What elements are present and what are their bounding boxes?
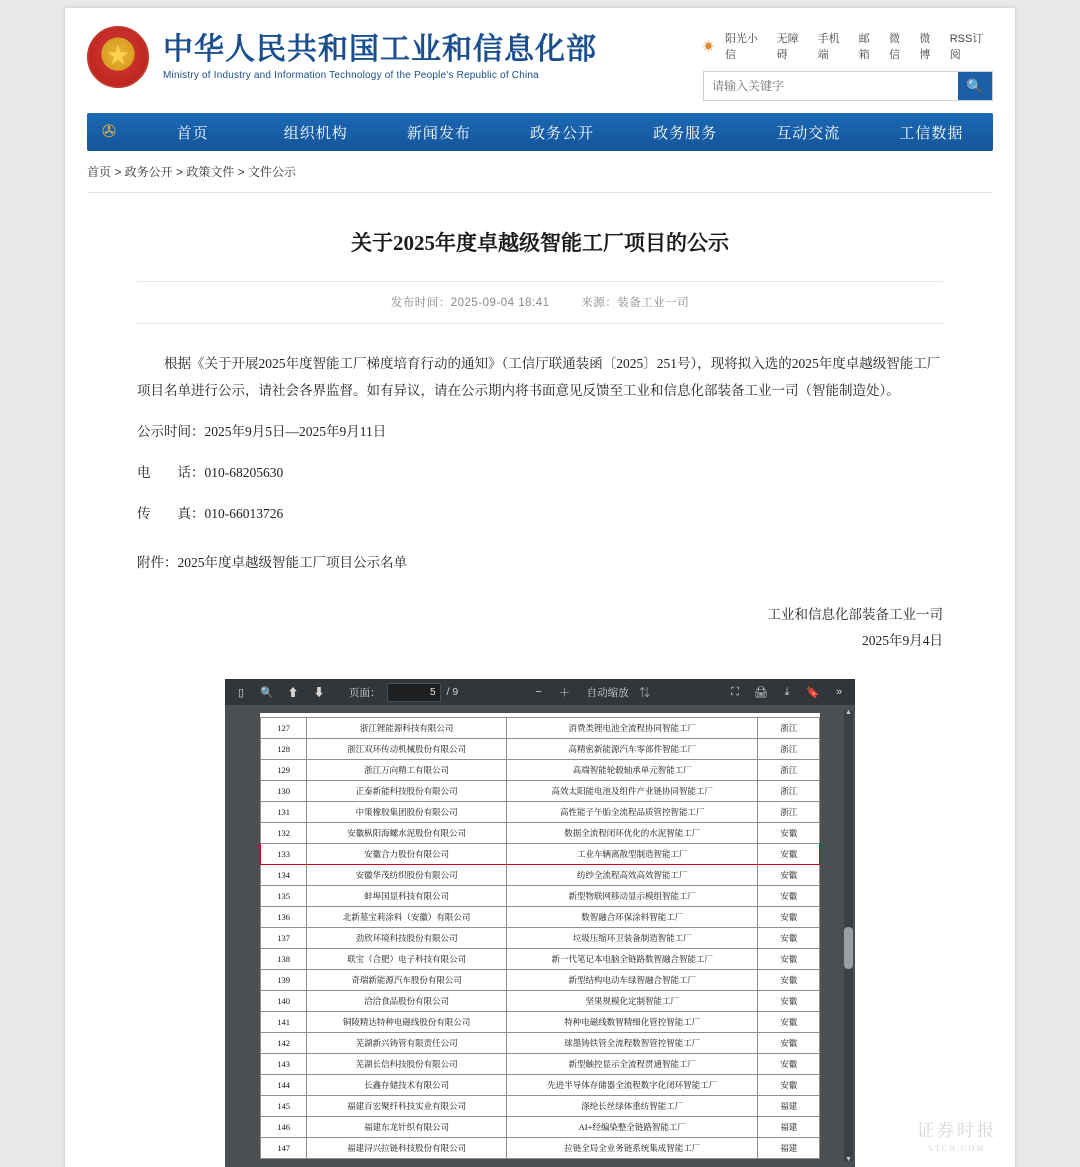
row-factory: 球墨铸铁管全流程数智管控智能工厂 bbox=[507, 1033, 758, 1054]
scroll-up-icon[interactable]: ▲ bbox=[845, 709, 852, 717]
row-province: 安徽 bbox=[758, 1075, 820, 1096]
row-number: 137 bbox=[261, 928, 307, 949]
row-factory: 特种电磁线数智精细化管控智能工厂 bbox=[507, 1012, 758, 1033]
row-number: 127 bbox=[261, 718, 307, 739]
attachment-line[interactable]: 附件：2025年度卓越级智能工厂项目公示名单 bbox=[137, 555, 407, 570]
row-factory: 高端智能轮毂轴承单元智能工厂 bbox=[507, 760, 758, 781]
table-row bbox=[261, 907, 820, 928]
zoom-level-select[interactable]: 自动缩放 bbox=[586, 686, 629, 699]
search-icon[interactable]: 🔍 bbox=[260, 686, 274, 699]
row-factory: 工业车辆离散型制造智能工厂 bbox=[507, 844, 758, 865]
signature-date: 2025年9月4日 bbox=[862, 632, 943, 648]
scroll-down-icon[interactable]: ▼ bbox=[845, 1156, 852, 1164]
row-factory: 垃圾压缩环卫装备制造智能工厂 bbox=[507, 928, 758, 949]
site-header bbox=[65, 8, 1015, 107]
table-row bbox=[261, 823, 820, 844]
watermark bbox=[917, 1121, 997, 1153]
contact-tel: 电 话：010-68205630 bbox=[137, 465, 284, 480]
row-province: 安徽 bbox=[758, 1033, 820, 1054]
factory-list-table bbox=[260, 717, 820, 1159]
row-province: 安徽 bbox=[758, 823, 820, 844]
table-row bbox=[261, 970, 820, 991]
article-meta bbox=[137, 281, 943, 324]
row-company: 福建浔兴拉链科技股份有限公司 bbox=[307, 1138, 507, 1159]
row-company: 中策橡胶集团股份有限公司 bbox=[307, 802, 507, 823]
print-icon[interactable]: 🖨 bbox=[754, 686, 768, 699]
row-factory: 新一代笔记本电脑全链路数智融合智能工厂 bbox=[507, 949, 758, 970]
row-company: 浙江双环传动机械股份有限公司 bbox=[307, 739, 507, 760]
row-factory: 新型结构电动车绿智融合智能工厂 bbox=[507, 970, 758, 991]
signature-org: 工业和信息化部装备工业一司 bbox=[767, 607, 943, 622]
page-title: 关于2025年度卓越级智能工厂项目的公示 bbox=[351, 231, 729, 255]
search-input[interactable] bbox=[704, 72, 958, 100]
table-row bbox=[261, 1075, 820, 1096]
row-factory: 涤纶长丝绿体重纺智能工厂 bbox=[507, 1096, 758, 1117]
page-total: / 9 bbox=[446, 686, 459, 699]
bookmark-icon[interactable]: 🔖 bbox=[806, 686, 820, 699]
row-company: 浙江锂能源科技有限公司 bbox=[307, 718, 507, 739]
row-number: 134 bbox=[261, 865, 307, 886]
contact-fax: 传 真：010-66013726 bbox=[137, 506, 284, 521]
row-company: 福建百宏聚纤科技实业有限公司 bbox=[307, 1096, 507, 1117]
table-row bbox=[261, 739, 820, 760]
toplink-rss[interactable]: RSS订阅 bbox=[949, 33, 984, 61]
row-company: 正泰新能科技股份有限公司 bbox=[307, 781, 507, 802]
row-factory: 数据全流程闭环优化的水泥智能工厂 bbox=[507, 823, 758, 844]
row-company: 安徽华茂纺织股份有限公司 bbox=[307, 865, 507, 886]
table-row bbox=[261, 718, 820, 739]
brand-text bbox=[163, 33, 597, 82]
sun-icon: ☀ bbox=[702, 41, 714, 53]
publish-time: 发布时间：2025-09-04 18:41 bbox=[390, 297, 550, 309]
main-nav bbox=[87, 113, 993, 151]
row-province: 安徽 bbox=[758, 865, 820, 886]
watermark-line-1: 证券时报 bbox=[917, 1121, 997, 1141]
article-paragraph-1: 根据《关于开展2025年度智能工厂梯度培育行动的通知》（工信厅联通装函〔2025〕251号），现将拟入选的2025年度卓越级智能工厂项目名单进行公示，请社会各界监督。如有异议，请在公示期内将书面意见反馈至工业和信息化部装备工业一司（智能制造处）。 bbox=[137, 356, 941, 398]
row-company: 铜陵精达特种电磁线股份有限公司 bbox=[307, 1012, 507, 1033]
row-number: 133 bbox=[261, 844, 307, 865]
nav-list bbox=[131, 122, 993, 143]
row-province: 安徽 bbox=[758, 928, 820, 949]
scrollbar-thumb[interactable] bbox=[844, 927, 853, 969]
row-factory: 高精密新能源汽车零部件智能工厂 bbox=[507, 739, 758, 760]
pdf-toolbar bbox=[225, 679, 855, 705]
toplink-wechat[interactable]: 微信 bbox=[889, 33, 901, 61]
row-factory: 新型物联网移动显示模组智能工厂 bbox=[507, 886, 758, 907]
row-factory: 先进半导体存储器全流程数字化闭环智能工厂 bbox=[507, 1075, 758, 1096]
row-province: 福建 bbox=[758, 1117, 820, 1138]
content-sheet bbox=[65, 8, 1015, 1167]
row-company: 芜湖新兴铸管有限责任公司 bbox=[307, 1033, 507, 1054]
nav-logo-icon: ✇ bbox=[101, 122, 117, 141]
pdf-body bbox=[225, 705, 855, 1167]
row-factory: 新型触控显示全流程贯通智能工厂 bbox=[507, 1054, 758, 1075]
row-province: 浙江 bbox=[758, 760, 820, 781]
toplink-accessibility[interactable]: 无障碍 bbox=[776, 33, 799, 61]
site-title-en: Ministry of Industry and Information Technology of the People's Republic of China bbox=[163, 70, 539, 82]
row-number: 146 bbox=[261, 1117, 307, 1138]
row-province: 安徽 bbox=[758, 949, 820, 970]
row-number: 140 bbox=[261, 991, 307, 1012]
search-icon: 🔍 bbox=[966, 77, 984, 94]
row-province: 浙江 bbox=[758, 781, 820, 802]
table-row bbox=[261, 760, 820, 781]
row-province: 安徽 bbox=[758, 991, 820, 1012]
row-number: 128 bbox=[261, 739, 307, 760]
article-source: 来源：装备工业一司 bbox=[581, 297, 690, 309]
row-number: 141 bbox=[261, 1012, 307, 1033]
row-number: 142 bbox=[261, 1033, 307, 1054]
table-row bbox=[261, 865, 820, 886]
row-province: 安徽 bbox=[758, 886, 820, 907]
pdf-scrollbar[interactable] bbox=[844, 709, 853, 1164]
sidebar-toggle-icon[interactable]: ▯ bbox=[237, 686, 245, 699]
search-button[interactable] bbox=[958, 72, 992, 100]
toplink-sunshine[interactable]: 阳光小信 bbox=[724, 33, 758, 61]
nav-item-government-services[interactable]: 政务服务 bbox=[653, 125, 718, 142]
row-company: 芜湖长信科技股份有限公司 bbox=[307, 1054, 507, 1075]
row-company: 奇瑞新能源汽车股份有限公司 bbox=[307, 970, 507, 991]
table-row bbox=[261, 1054, 820, 1075]
notice-period: 公示时间：2025年9月5日—2025年9月11日 bbox=[137, 424, 387, 439]
search-box bbox=[703, 71, 993, 101]
row-province: 福建 bbox=[758, 1096, 820, 1117]
row-province: 福建 bbox=[758, 1138, 820, 1159]
table-row bbox=[261, 928, 820, 949]
row-province: 安徽 bbox=[758, 907, 820, 928]
row-company: 联宝（合肥）电子科技有限公司 bbox=[307, 949, 507, 970]
row-number: 147 bbox=[261, 1138, 307, 1159]
nav-item-interaction[interactable]: 互动交流 bbox=[776, 125, 841, 142]
nav-item-home[interactable]: 首页 bbox=[176, 125, 209, 142]
nav-item-organization[interactable]: 组织机构 bbox=[283, 125, 348, 142]
page-up-icon[interactable]: ⬆ bbox=[287, 687, 299, 700]
row-number: 139 bbox=[261, 970, 307, 991]
breadcrumb[interactable]: 首页 > 政务公开 > 政策文件 > 文件公示 bbox=[87, 163, 993, 193]
row-number: 144 bbox=[261, 1075, 307, 1096]
watermark-line-2: STCN.COM bbox=[928, 1143, 986, 1153]
row-company: 劲欣环境科技股份有限公司 bbox=[307, 928, 507, 949]
header-right bbox=[703, 26, 993, 101]
more-tools-icon[interactable]: » bbox=[835, 686, 843, 699]
row-number: 130 bbox=[261, 781, 307, 802]
national-emblem-icon bbox=[87, 26, 149, 88]
top-links bbox=[703, 30, 993, 62]
row-province: 安徽 bbox=[758, 1054, 820, 1075]
toplink-weibo[interactable]: 微博 bbox=[919, 33, 931, 61]
fullscreen-icon[interactable]: ⛶ bbox=[731, 685, 739, 698]
row-number: 131 bbox=[261, 802, 307, 823]
row-province: 浙江 bbox=[758, 739, 820, 760]
page-number-input[interactable] bbox=[387, 683, 441, 702]
row-company: 浙江万向精工有限公司 bbox=[307, 760, 507, 781]
row-number: 129 bbox=[261, 760, 307, 781]
table-row bbox=[261, 1117, 820, 1138]
row-number: 132 bbox=[261, 823, 307, 844]
site-title-cn: 中华人民共和国工业和信息化部 bbox=[163, 32, 597, 66]
row-factory: AI+经编染整全链路智能工厂 bbox=[507, 1117, 758, 1138]
row-factory: 拉链全局全业务链系统集成智能工厂 bbox=[507, 1138, 758, 1159]
article-body bbox=[137, 350, 943, 653]
chevron-down-icon[interactable]: ⇅ bbox=[639, 687, 651, 700]
table-row bbox=[261, 802, 820, 823]
row-company: 北新墓宝莉涂料（安徽）有限公司 bbox=[307, 907, 507, 928]
nav-item-data[interactable]: 工信数据 bbox=[899, 125, 964, 142]
row-number: 138 bbox=[261, 949, 307, 970]
table-row bbox=[261, 1012, 820, 1033]
nav-item-government-disclosure[interactable]: 政务公开 bbox=[529, 125, 594, 142]
row-company: 福建东龙针织有限公司 bbox=[307, 1117, 507, 1138]
row-factory: 纺纱全流程高效高效智能工厂 bbox=[507, 865, 758, 886]
table-row bbox=[261, 1096, 820, 1117]
zoom-out-icon[interactable]: − bbox=[535, 686, 542, 699]
article bbox=[65, 193, 1015, 653]
row-company: 蚌埠国显科技有限公司 bbox=[307, 886, 507, 907]
row-factory: 数智融合环保涂料智能工厂 bbox=[507, 907, 758, 928]
table-row bbox=[261, 886, 820, 907]
pdf-page bbox=[260, 713, 820, 1159]
row-number: 136 bbox=[261, 907, 307, 928]
row-number: 145 bbox=[261, 1096, 307, 1117]
row-province: 浙江 bbox=[758, 718, 820, 739]
row-number: 143 bbox=[261, 1054, 307, 1075]
row-factory: 消费类锂电池全流程协同智能工厂 bbox=[507, 718, 758, 739]
row-province: 安徽 bbox=[758, 970, 820, 991]
toplink-mobile[interactable]: 手机端 bbox=[817, 33, 840, 61]
page-label: 页面： bbox=[349, 686, 381, 699]
row-province: 浙江 bbox=[758, 802, 820, 823]
toplink-mail[interactable]: 邮箱 bbox=[858, 33, 870, 61]
pdf-viewer bbox=[225, 679, 855, 1167]
signature-block bbox=[137, 602, 943, 653]
row-province: 安徽 bbox=[758, 844, 820, 865]
row-factory: 坚果规模化定制智能工厂 bbox=[507, 991, 758, 1012]
table-row bbox=[261, 1033, 820, 1054]
table-row bbox=[261, 844, 820, 865]
site-brand[interactable] bbox=[87, 26, 597, 88]
table-row bbox=[261, 1138, 820, 1159]
row-company: 安徽枞阳海螺水泥股份有限公司 bbox=[307, 823, 507, 844]
row-company: 长鑫存储技术有限公司 bbox=[307, 1075, 507, 1096]
row-province: 安徽 bbox=[758, 1012, 820, 1033]
row-company: 洽洽食品股份有限公司 bbox=[307, 991, 507, 1012]
factory-list-body bbox=[261, 718, 820, 1159]
row-company: 安徽合力股份有限公司 bbox=[307, 844, 507, 865]
row-factory: 高效太阳能电池及组件产业链协同智能工厂 bbox=[507, 781, 758, 802]
zoom-in-icon[interactable]: ＋ bbox=[559, 687, 571, 700]
nav-item-news[interactable]: 新闻发布 bbox=[406, 125, 471, 142]
row-number: 135 bbox=[261, 886, 307, 907]
table-row bbox=[261, 949, 820, 970]
table-row bbox=[261, 781, 820, 802]
page-down-icon[interactable]: ⬇ bbox=[313, 687, 325, 700]
row-factory: 高性能子午胎全流程品质管控智能工厂 bbox=[507, 802, 758, 823]
download-icon[interactable]: ⤓ bbox=[784, 685, 790, 698]
table-row bbox=[261, 991, 820, 1012]
